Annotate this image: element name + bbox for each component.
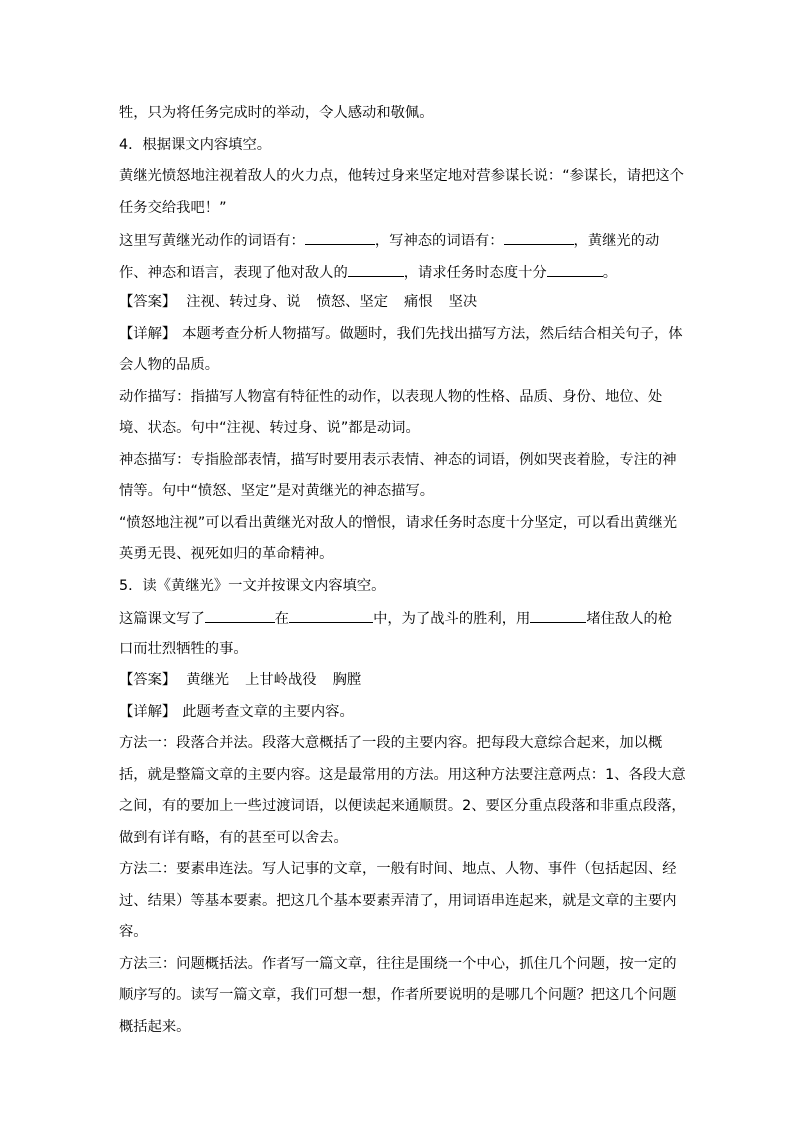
fill-blank-line <box>119 229 659 251</box>
text-line: 境、状态。句中“注视、转过身、说”都是动词。 <box>119 420 420 436</box>
text-line: 方法二：要素串连法。写人记事的文章，一般有时间、地点、人物、事件（包括起因、经 <box>119 861 677 877</box>
text-segment: 本题考查分析人物描写。做题时，我们先找出描写方法，然后结合相关句子，体 <box>182 326 683 342</box>
answer-line-5 <box>119 670 361 690</box>
text-segment: 在 <box>274 611 290 627</box>
text-segment: 这篇课文写了 <box>119 611 205 627</box>
answer-blank[interactable] <box>348 261 404 277</box>
text-line: 概括起来。 <box>119 1019 191 1035</box>
text-segment: 中，为了战斗的胜利，用 <box>373 611 531 627</box>
answer-tag: 【答案】 <box>119 672 177 688</box>
text-line: 英勇无畏、视死如归的革命精神。 <box>119 546 334 562</box>
answer-item: 注视、转过身、说 <box>186 294 301 310</box>
question-4-title: 4．根据课文内容填空。 <box>119 137 272 153</box>
answer-blank[interactable] <box>504 229 574 245</box>
detail-tag: 【详解】 <box>119 326 177 342</box>
text-line: 情等。句中“愤怒、坚定”是对黄继光的神态描写。 <box>119 483 435 499</box>
text-line: “愤怒地注视”可以看出黄继光对敌人的憎恨，请求任务时态度十分坚定，可以看出黄继光 <box>119 515 678 531</box>
text-line: 任务交给我吧！” <box>119 200 227 216</box>
text-segment: 堵住敌人的枪 <box>586 611 673 627</box>
answer-item: 痛恨 <box>404 294 433 310</box>
text-line: 黄继光愤怒地注视着敌人的火力点，他转过身来坚定地对营参谋长说：“参谋长，请把这个 <box>119 168 684 184</box>
text-segment: 作、神态和语言，表现了他对敌人的 <box>119 265 348 281</box>
text-segment: 这里写黄继光动作的词语有： <box>119 233 305 249</box>
text-line: 方法三：问题概括法。作者写一篇文章，往往是围绕一个中心，抓住几个问题，按一定的 <box>119 956 677 972</box>
text-line: 做到有详有略，有的甚至可以舍去。 <box>119 830 348 846</box>
text-line: 之间，有的要加上一些过渡词语，以便读起来通顺贯。2、要区分重点段落和非重点段落， <box>119 798 686 814</box>
fill-blank-line <box>119 607 672 629</box>
text-segment: ，黄继光的动 <box>573 233 660 249</box>
answer-item: 愤怒、坚定 <box>316 294 389 310</box>
detail-line-5 <box>119 702 354 722</box>
text-line: 会人物的品质。 <box>119 357 220 373</box>
answer-blank[interactable] <box>530 607 586 623</box>
answer-blank[interactable] <box>547 261 603 277</box>
text-line: 方法一：段落合并法。段落大意概括了一段的主要内容。把每段大意综合起来，加以概 <box>119 735 663 751</box>
text-line: 括，就是整篇文章的主要内容。这是最常用的方法。用这种方法要注意两点：1、各段大意 <box>119 767 686 783</box>
text-line: 过、结果）等基本要素。把这几个基本要素弄清了，用词语串连起来，就是文章的主要内 <box>119 893 677 909</box>
text-segment: ，写神态的词语有： <box>374 233 504 249</box>
answer-item: 坚决 <box>448 294 478 310</box>
text-segment: 此题考查文章的主要内容。 <box>182 704 354 720</box>
answer-blank[interactable] <box>205 607 275 623</box>
answer-item: 胸膛 <box>332 672 362 688</box>
text-line: 顺序写的。读写一篇文章，我们可想一想，作者所要说明的是哪几个问题？把这几个问题 <box>119 987 677 1003</box>
text-line: 神态描写：专指脸部表情，描写时要用表示表情、神态的词语，例如哭丧着脸，专注的神 <box>119 452 677 468</box>
fill-blank-line <box>119 261 617 283</box>
text-line: 口而壮烈牺牲的事。 <box>119 641 248 657</box>
text-segment: 。 <box>602 265 618 281</box>
text-segment: ，请求任务时态度十分 <box>403 265 547 281</box>
answer-item: 上甘岭战役 <box>245 672 317 688</box>
answer-blank[interactable] <box>305 229 375 245</box>
text-line: 容。 <box>119 924 148 940</box>
answer-item: 黄继光 <box>186 672 230 688</box>
detail-tag: 【详解】 <box>119 704 177 720</box>
answer-blank[interactable] <box>289 607 373 623</box>
answer-line-4 <box>119 292 477 312</box>
text-line: 牲，只为将任务完成时的举动，令人感动和敬佩。 <box>119 105 434 121</box>
answer-tag: 【答案】 <box>119 294 177 310</box>
question-5-title: 5．读《黄继光》一文并按课文内容填空。 <box>119 578 386 594</box>
text-line: 动作描写：指描写人物富有特征性的动作，以表现人物的性格、品质、身份、地位、处 <box>119 389 663 405</box>
detail-line-4 <box>119 324 683 344</box>
